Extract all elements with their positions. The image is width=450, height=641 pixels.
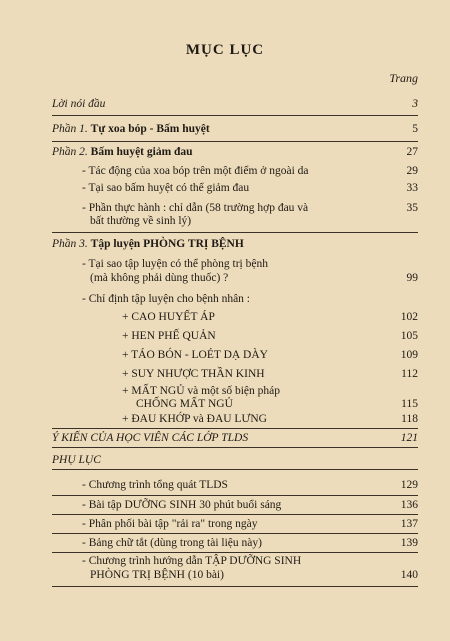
toc-entry-text: - Phân phối bài tập "rải ra" trong ngày bbox=[82, 518, 258, 530]
divider bbox=[52, 469, 418, 470]
toc-entry-page: 136 bbox=[400, 499, 418, 511]
toc-entry-text: Ý KIẾN CỦA HỌC VIÊN CÁC LỚP TLDS bbox=[52, 432, 249, 444]
toc-entry-prefix: Phần 2. bbox=[52, 146, 88, 158]
divider bbox=[52, 428, 418, 429]
toc-entry-text: (mà không phải dùng thuốc) ? bbox=[90, 272, 229, 284]
toc-entry-text: PHÒNG TRỊ BỆNH (10 bài) bbox=[90, 569, 224, 581]
toc-entry-prefix: Phần 1. bbox=[52, 123, 88, 135]
toc-entry-text: PHỤ LỤC bbox=[52, 454, 101, 466]
divider bbox=[52, 495, 418, 496]
toc-entry-page: 109 bbox=[400, 349, 418, 361]
toc-entry-page: 29 bbox=[406, 165, 418, 177]
toc-entry-page: 27 bbox=[406, 146, 418, 158]
toc-entry-page: 35 bbox=[406, 202, 418, 214]
toc-entry-text: Lời nói đầu bbox=[52, 98, 106, 110]
toc-entry-page: 105 bbox=[400, 330, 418, 342]
toc-entry-page: 118 bbox=[401, 413, 418, 425]
toc-entry-page: 33 bbox=[406, 182, 418, 194]
toc-entry-text: - Phần thực hành : chỉ dẫn (58 trường hợp đau và bbox=[82, 202, 309, 214]
page-title: MỤC LỤC bbox=[185, 42, 265, 58]
toc-entry-page: 139 bbox=[400, 537, 418, 549]
toc-entry-prefix: Phần 3. bbox=[52, 238, 88, 250]
toc-entry-page: 129 bbox=[400, 479, 418, 491]
toc-entry-text: + CAO HUYẾT ÁP bbox=[122, 311, 215, 323]
divider bbox=[52, 115, 418, 116]
toc-entry-text: - Tại sao bấm huyệt có thể giảm đau bbox=[82, 182, 250, 194]
toc-entry-text: CHỐNG MẤT NGỦ bbox=[136, 398, 233, 410]
toc-entry-page: 140 bbox=[400, 569, 418, 581]
divider bbox=[52, 552, 418, 553]
toc-entry-text: + SUY NHƯỢC THẦN KINH bbox=[122, 368, 265, 380]
toc-entry-text: - Bài tập DƯỠNG SINH 30 phút buổi sáng bbox=[82, 499, 282, 511]
toc-entry-text: - Tại sao tập luyện có thể phòng trị bệnh bbox=[82, 258, 268, 270]
toc-entry-page: 121 bbox=[400, 432, 418, 444]
toc-entry-page: 115 bbox=[401, 398, 418, 410]
toc-entry-page: 5 bbox=[412, 123, 418, 135]
toc-entry-text: Bấm huyệt giảm đau bbox=[90, 146, 193, 158]
toc-entry-text: + HEN PHẾ QUẢN bbox=[122, 330, 216, 342]
toc-entry-text: bất thường về sinh lý) bbox=[90, 215, 192, 227]
toc-entry-page: 137 bbox=[400, 518, 418, 530]
toc-entry-page: 102 bbox=[400, 311, 418, 323]
divider bbox=[52, 533, 418, 534]
toc-entry-text: - Chỉ định tập luyện cho bệnh nhân : bbox=[82, 293, 250, 305]
toc-entry-text: Tập luyện PHÒNG TRỊ BỆNH bbox=[90, 238, 244, 250]
page-column-label: Trang bbox=[389, 71, 418, 85]
divider bbox=[52, 514, 418, 515]
divider bbox=[52, 141, 418, 142]
divider bbox=[52, 586, 418, 587]
divider bbox=[52, 447, 418, 448]
toc-entry-text: + ĐAU KHỚP và ĐAU LƯNG bbox=[122, 413, 267, 425]
divider bbox=[52, 232, 418, 233]
toc-entry-text: - Chương trình hướng dẫn TẬP DƯỠNG SINH bbox=[82, 555, 302, 567]
toc-entry-text: Tự xoa bóp - Bấm huyệt bbox=[90, 123, 210, 135]
toc-entry-page: 112 bbox=[401, 368, 418, 380]
toc-entry-page: 3 bbox=[412, 98, 418, 110]
toc-entry-text: - Chương trình tổng quát TLDS bbox=[82, 479, 228, 491]
toc-entry-text: + TÁO BÓN - LOÉT DẠ DÀY bbox=[122, 349, 268, 361]
toc-entry-text: + MẤT NGỦ và một số biện pháp bbox=[122, 385, 280, 397]
toc-entry-page: 99 bbox=[406, 272, 418, 284]
toc-entry-text: - Bảng chữ tắt (dùng trong tài liệu này) bbox=[82, 537, 262, 549]
toc-entry-text: - Tác động của xoa bóp trên một điểm ở ngoài da bbox=[82, 165, 309, 177]
